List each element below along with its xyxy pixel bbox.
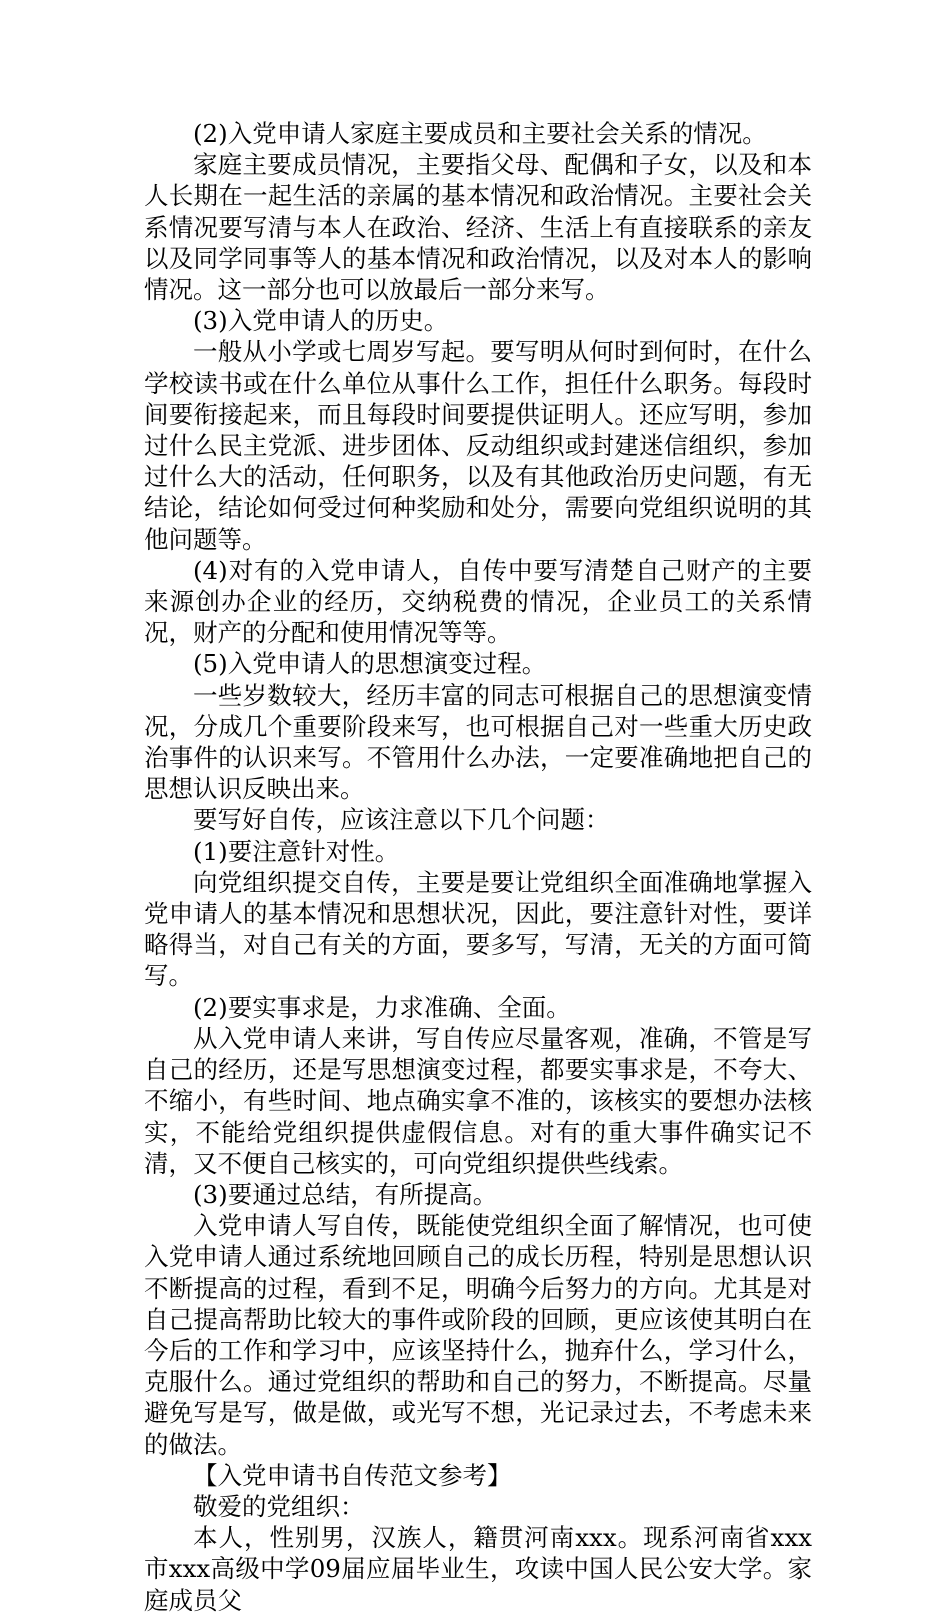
paragraph-thought-heading: (5)入党申请人的思想演变过程。 xyxy=(193,649,547,679)
paragraph-history-heading: (3)入党申请人的历史。 xyxy=(193,306,449,336)
paragraph-family-heading: (2)入党申请人家庭主要成员和主要社会关系的情况。 xyxy=(193,119,767,148)
paragraph-point1-body: 向党组织提交自传，主要是要让党组织全面准确地掌握入党申请人的基本情况和思想状况，因此，要注意针对性，要详略得当，对自己有关的方面，要多写，写清，无关的方面可简写。 xyxy=(144,867,812,991)
paragraph-point3-body: 入党申请人写自传，既能使党组织全面了解情况，也可使入党申请人通过系统地回顾自己的成长历程，特别是思想认识不断提高的过程，看到不足，明确今后努力的方向。尤其是对自己提高帮助比较大的事件或阶段的回顾，更应该使其明白在今后的工作和学习中，应该坚持什么，抛弃什么，学习什么，克服什么。通过党组织的帮助和自己的努力，不断提高。尽量避免写是写，做是做，或光写不想，光记录过去，不考虑未来的做法。 xyxy=(144,1211,812,1459)
document-page xyxy=(144,118,812,1616)
paragraph-point1-heading: (1)要注意针对性。 xyxy=(193,836,400,866)
paragraph-property-body: (4)对有的入党申请人，自传中要写清楚自己财产的主要来源创办企业的经历，交纳税费的情况，企业员工的关系情况，财产的分配和使用情况等等。 xyxy=(144,555,812,648)
paragraph-sample-title: 【入党申请书自传范文参考】 xyxy=(193,1460,512,1490)
paragraph-notes-intro: 要写好自传，应该注意以下几个问题： xyxy=(193,805,610,835)
paragraph-point2-heading: (2)要实事求是，力求准确、全面。 xyxy=(193,992,571,1022)
paragraph-point3-heading: (3)要通过总结，有所提高。 xyxy=(193,1179,498,1209)
paragraph-salutation: 敬爱的党组织： xyxy=(193,1491,365,1521)
paragraph-point2-body: 从入党申请人来讲，写自传应尽量客观，准确，不管是写自己的经历，还是写思想演变过程，都要实事求是，不夸大、不缩小，有些时间、地点确实拿不准的，该核实的要想办法核实，不能给党组织提供虚假信息。对有的重大事件确实记不清，又不便自己核实的，可向党组织提供些线索。 xyxy=(144,1023,812,1178)
paragraph-history-body: 一般从小学或七周岁写起。要写明从何时到何时，在什么学校读书或在什么单位从事什么工作，担任什么职务。每段时间要衔接起来，而且每段时间要提供证明人。还应写明，参加过什么民主党派、进步团体、反动组织或封建迷信组织，参加过什么大的活动，任何职务，以及有其他政治历史问题，有无结论，结论如何受过何种奖励和处分，需要向党组织说明的其他问题等。 xyxy=(144,337,812,554)
paragraph-thought-body: 一些岁数较大，经历丰富的同志可根据自己的思想演变情况，分成几个重要阶段来写，也可根据自己对一些重大历史政治事件的认识来写。不管用什么办法，一定要准确地把自己的思想认识反映出来。 xyxy=(144,680,812,804)
paragraph-family-body: 家庭主要成员情况，主要指父母、配偶和子女，以及和本人长期在一起生活的亲属的基本情况和政治情况。主要社会关系情况要写清与本人在政治、经济、生活上有直接联系的亲友以及同学同事等人的基本情况和政治情况，以及对本人的影响情况。这一部分也可以放最后一部分来写。 xyxy=(144,150,812,305)
paragraph-sample-body: 本人，性别男，汉族人，籍贯河南xxx。现系河南省xxx市xxx高级中学09届应届毕业生，攻读中国人民公安大学。家庭成员父 xyxy=(144,1523,812,1615)
